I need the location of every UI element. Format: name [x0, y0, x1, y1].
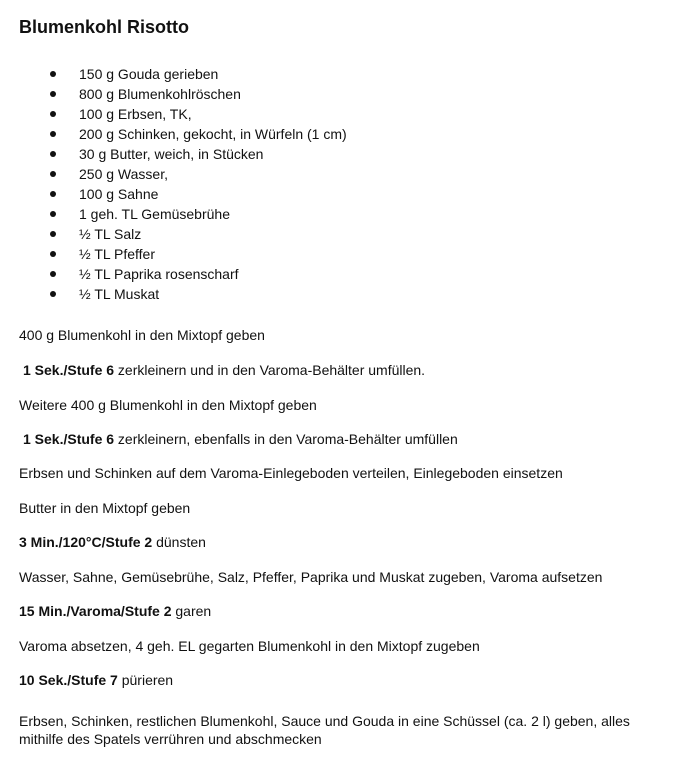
list-item — [0, 284, 347, 304]
ingredient-text: 1 geh. TL Gemüsebrühe — [79, 206, 230, 222]
ingredient-text: 200 g Schinken, gekocht, in Würfeln (1 cm) — [79, 126, 347, 142]
instruction-step — [19, 533, 206, 551]
instruction-step — [19, 712, 659, 748]
list-item — [0, 84, 347, 104]
list-item — [0, 64, 347, 84]
recipe-title: Blumenkohl Risotto — [19, 17, 189, 37]
list-item — [0, 184, 347, 204]
step-setting: 1 Sek./Stufe 6 — [23, 362, 115, 378]
ingredient-text: 100 g Erbsen, TK, — [79, 106, 192, 122]
instruction-step — [23, 361, 425, 379]
list-item — [0, 144, 347, 164]
list-item — [0, 164, 347, 184]
instruction-step — [19, 499, 190, 517]
step-text: zerkleinern und in den Varoma-Behälter umfüllen. — [114, 362, 426, 378]
instruction-step — [23, 430, 458, 448]
instruction-step — [19, 602, 211, 620]
step-text: 400 g Blumenkohl in den Mixtopf geben — [19, 327, 265, 343]
ingredient-text: 800 g Blumenkohlröschen — [79, 86, 241, 102]
step-text: zerkleinern, ebenfalls in den Varoma-Behälter umfüllen — [114, 431, 458, 447]
step-text: Butter in den Mixtopf geben — [19, 500, 191, 516]
step-setting: 15 Min./Varoma/Stufe 2 — [19, 603, 172, 619]
ingredient-text: 100 g Sahne — [79, 186, 159, 202]
step-setting: 1 Sek./Stufe 6 — [23, 431, 115, 447]
step-setting: 10 Sek./Stufe 7 — [19, 672, 118, 688]
list-item — [0, 244, 347, 264]
instruction-step — [19, 637, 480, 655]
bullet-icon — [50, 91, 56, 97]
step-text: pürieren — [117, 672, 174, 688]
bullet-icon — [50, 271, 56, 277]
ingredient-text: 150 g Gouda gerieben — [79, 66, 219, 82]
list-item — [0, 264, 347, 284]
step-text: Varoma absetzen, 4 geh. EL gegarten Blumenkohl in den Mixtopf zugeben — [19, 638, 480, 654]
step-text: Erbsen, Schinken, restlichen Blumenkohl, Sauce und Gouda in eine Schüssel (ca. 2 l) geben, alles mithilfe des Spatels verrühren und abschmecken — [19, 713, 630, 747]
instruction-step — [19, 396, 317, 414]
bullet-icon — [50, 131, 56, 137]
bullet-icon — [50, 151, 56, 157]
list-item — [0, 104, 347, 124]
list-item — [0, 224, 347, 244]
bullet-icon — [50, 111, 56, 117]
ingredient-text: 250 g Wasser, — [79, 166, 168, 182]
ingredient-text: ½ TL Paprika rosenscharf — [79, 266, 239, 282]
ingredient-list — [0, 64, 347, 304]
bullet-icon — [50, 211, 56, 217]
instruction-step — [19, 568, 602, 586]
instruction-step — [19, 326, 265, 344]
ingredient-text: ½ TL Salz — [79, 226, 142, 242]
list-item — [0, 124, 347, 144]
instruction-step — [19, 671, 173, 689]
ingredient-text: ½ TL Pfeffer — [79, 246, 156, 262]
step-text: Erbsen und Schinken auf dem Varoma-Einlegeboden verteilen, Einlegeboden einsetzen — [19, 465, 563, 481]
instruction-step — [19, 464, 563, 482]
bullet-icon — [50, 231, 56, 237]
bullet-icon — [50, 251, 56, 257]
step-text: dünsten — [152, 534, 206, 550]
ingredient-text: 30 g Butter, weich, in Stücken — [79, 146, 264, 162]
bullet-icon — [50, 171, 56, 177]
step-text: Weitere 400 g Blumenkohl in den Mixtopf geben — [19, 397, 317, 413]
step-text: Wasser, Sahne, Gemüsebrühe, Salz, Pfeffer, Paprika und Muskat zugeben, Varoma aufsetzen — [19, 569, 603, 585]
ingredient-text: ½ TL Muskat — [79, 286, 160, 302]
bullet-icon — [50, 191, 56, 197]
list-item — [0, 204, 347, 224]
bullet-icon — [50, 291, 56, 297]
step-setting: 3 Min./120°C/Stufe 2 — [19, 534, 153, 550]
step-text: garen — [171, 603, 212, 619]
bullet-icon — [50, 71, 56, 77]
